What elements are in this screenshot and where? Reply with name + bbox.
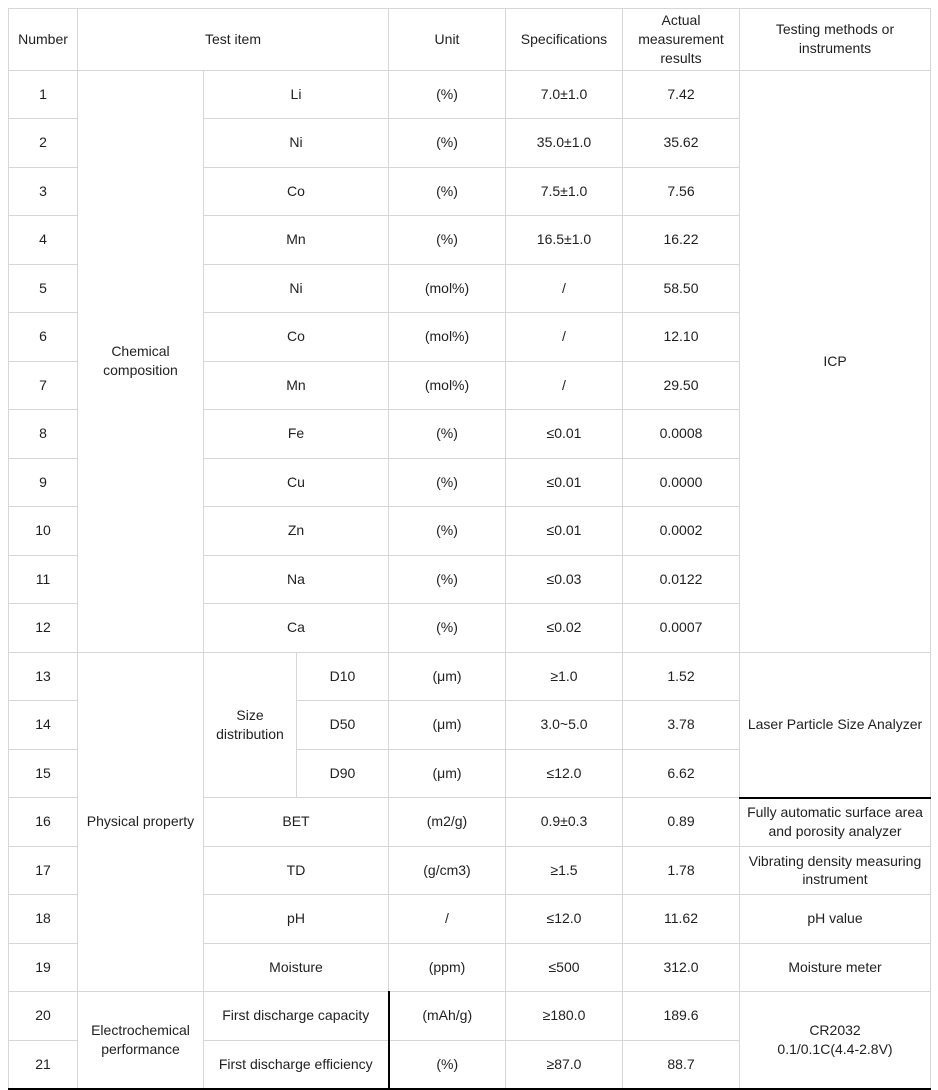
header-actual-results: Actual measurement results [623,9,740,71]
unit: (μm) [389,701,506,750]
size-distribution-label: Size distribution [204,652,297,798]
unit: (g/cm3) [389,846,506,895]
actual-result: 0.0007 [623,604,740,653]
table-row [9,70,931,119]
specification: ≤12.0 [506,749,623,798]
test-item: Na [204,555,389,604]
unit: (mAh/g) [389,992,506,1041]
specification: ≤500 [506,943,623,992]
unit: (μm) [389,749,506,798]
actual-result: 0.89 [623,798,740,847]
row-number: 4 [9,216,78,265]
test-item: Co [204,167,389,216]
actual-result: 7.56 [623,167,740,216]
unit: (%) [389,167,506,216]
unit: (mol%) [389,313,506,362]
specification: 35.0±1.0 [506,119,623,168]
unit: (mol%) [389,361,506,410]
specification: ≤0.03 [506,555,623,604]
actual-result: 11.62 [623,895,740,944]
unit: (%) [389,555,506,604]
method-cr2032-line1: CR2032 [809,1022,861,1039]
header-unit: Unit [389,9,506,71]
actual-result: 189.6 [623,992,740,1041]
row-number: 17 [9,846,78,895]
row-number: 3 [9,167,78,216]
actual-result: 312.0 [623,943,740,992]
specification: ≥87.0 [506,1040,623,1089]
group-label-physical: Physical property [78,652,204,992]
row-number: 7 [9,361,78,410]
unit: (%) [389,410,506,459]
table-row [9,992,931,1041]
test-item: First discharge efficiency [204,1040,389,1089]
test-item: Mn [204,216,389,265]
specification: 3.0~5.0 [506,701,623,750]
row-number: 15 [9,749,78,798]
test-item: Zn [204,507,389,556]
actual-result: 0.0008 [623,410,740,459]
specification: 7.0±1.0 [506,70,623,119]
unit: (m2/g) [389,798,506,847]
test-item: Fe [204,410,389,459]
actual-result: 29.50 [623,361,740,410]
unit: (%) [389,1040,506,1089]
test-item: BET [204,798,389,847]
row-number: 16 [9,798,78,847]
row-number: 12 [9,604,78,653]
row-number: 5 [9,264,78,313]
method-label-cr2032 [740,992,931,1089]
method-label-bet: Fully automatic surface area and porosity analyzer [740,798,931,847]
row-number: 9 [9,458,78,507]
method-label-td: Vibrating density measuring instrument [740,846,931,895]
specification: 16.5±1.0 [506,216,623,265]
specification: ≥1.5 [506,846,623,895]
header-testing-methods: Testing methods or instruments [740,9,931,71]
row-number: 21 [9,1040,78,1089]
actual-result: 7.42 [623,70,740,119]
specification: ≤0.01 [506,458,623,507]
actual-result: 0.0002 [623,507,740,556]
test-item: D50 [297,701,389,750]
unit: (%) [389,216,506,265]
row-number: 20 [9,992,78,1041]
actual-result: 16.22 [623,216,740,265]
unit: / [389,895,506,944]
row-number: 13 [9,652,78,701]
test-item: TD [204,846,389,895]
actual-result: 88.7 [623,1040,740,1089]
actual-result: 58.50 [623,264,740,313]
actual-result: 1.78 [623,846,740,895]
method-cr2032-line2: 0.1/0.1C(4.4-2.8V) [777,1040,893,1057]
method-label-icp: ICP [740,70,931,652]
method-label-laser: Laser Particle Size Analyzer [740,652,931,798]
unit: (%) [389,604,506,653]
row-number: 18 [9,895,78,944]
row-number: 6 [9,313,78,362]
test-item: Cu [204,458,389,507]
specification: ≥180.0 [506,992,623,1041]
specification: / [506,361,623,410]
row-number: 1 [9,70,78,119]
unit: (mol%) [389,264,506,313]
test-item: Mn [204,361,389,410]
test-item: pH [204,895,389,944]
actual-result: 12.10 [623,313,740,362]
specification: ≤0.01 [506,410,623,459]
test-item: Co [204,313,389,362]
test-report-table [8,8,931,1090]
unit: (ppm) [389,943,506,992]
specification: 0.9±0.3 [506,798,623,847]
header-number: Number [9,9,78,71]
actual-result: 0.0000 [623,458,740,507]
row-number: 14 [9,701,78,750]
specification: ≤12.0 [506,895,623,944]
specification: / [506,264,623,313]
test-item: D10 [297,652,389,701]
method-label-ph: pH value [740,895,931,944]
header-row [9,9,931,71]
row-number: 19 [9,943,78,992]
row-number: 11 [9,555,78,604]
specification: ≤0.02 [506,604,623,653]
actual-result: 6.62 [623,749,740,798]
group-label-chemical: Chemical composition [78,70,204,652]
header-specifications: Specifications [506,9,623,71]
specification: / [506,313,623,362]
unit: (μm) [389,652,506,701]
row-number: 8 [9,410,78,459]
actual-result: 1.52 [623,652,740,701]
unit: (%) [389,70,506,119]
actual-result: 3.78 [623,701,740,750]
test-item: First discharge capacity [204,992,389,1041]
specification: 7.5±1.0 [506,167,623,216]
actual-result: 35.62 [623,119,740,168]
row-number: 2 [9,119,78,168]
specification: ≥1.0 [506,652,623,701]
test-item: Ni [204,264,389,313]
test-item: Li [204,70,389,119]
test-item: D90 [297,749,389,798]
header-test-item: Test item [78,9,389,71]
unit: (%) [389,507,506,556]
actual-result: 0.0122 [623,555,740,604]
unit: (%) [389,458,506,507]
test-item: Ca [204,604,389,653]
method-label-moisture: Moisture meter [740,943,931,992]
unit: (%) [389,119,506,168]
test-item: Ni [204,119,389,168]
specification: ≤0.01 [506,507,623,556]
group-label-electrochemical: Electrochemical performance [78,992,204,1089]
row-number: 10 [9,507,78,556]
test-item: Moisture [204,943,389,992]
table-row [9,652,931,701]
